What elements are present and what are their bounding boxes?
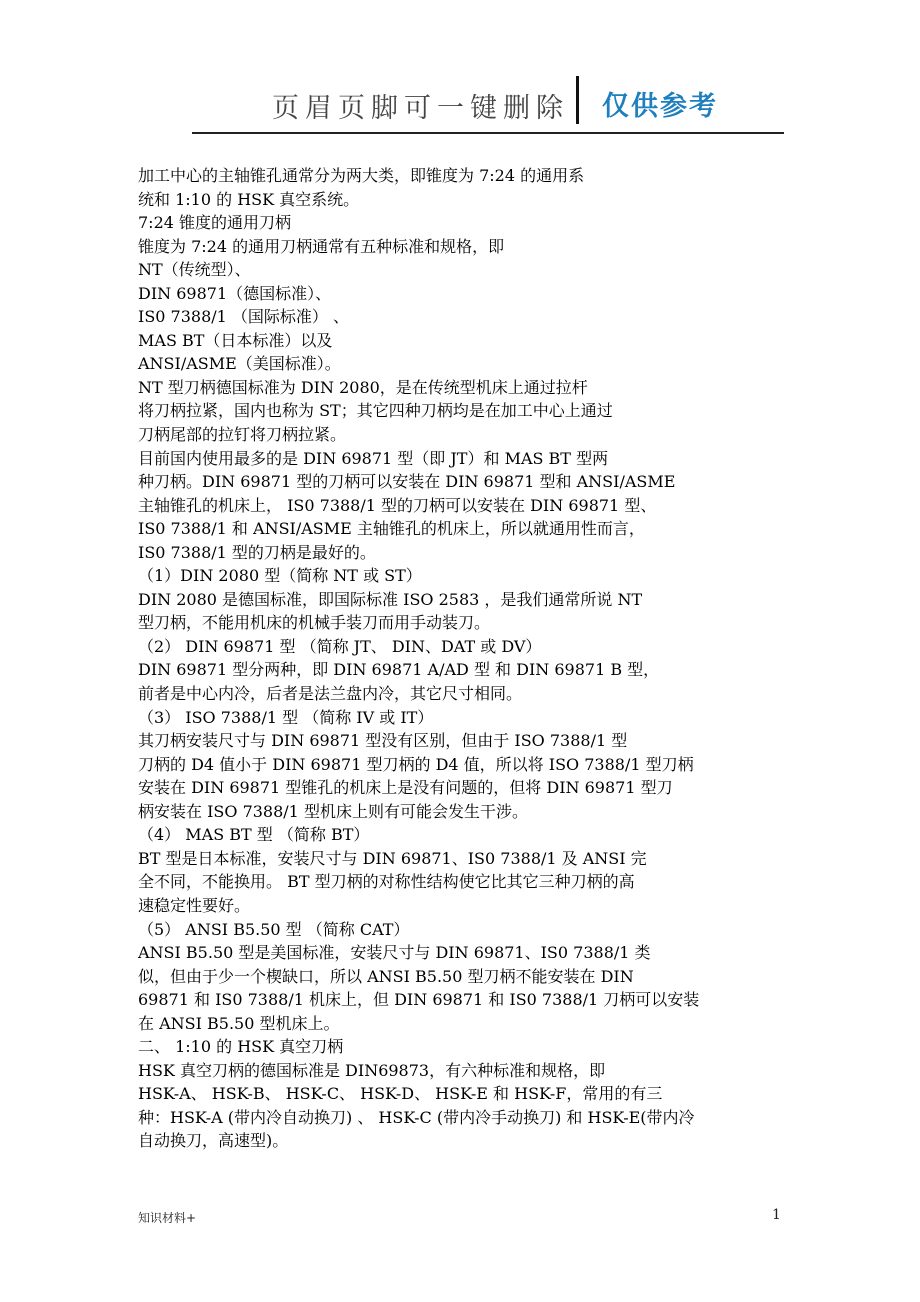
text-line: 种刀柄。DIN 69871 型的刀柄可以安装在 DIN 69871 型和 ANSI/ASME (138, 472, 676, 492)
text-line: 自动换刀，高速型)。 (138, 1131, 289, 1151)
text-line: （4） MAS BT 型 （简称 BT） (138, 825, 370, 845)
text-line: DIN 2080 是德国标准，即国际标准 ISO 2583 ，是我们通常所说 NT (138, 589, 643, 609)
text-line: 69871 和 IS0 7388/1 机床上，但 DIN 69871 和 IS0 7388/1 刀柄可以安装 (138, 990, 700, 1010)
text-line: DIN 69871（德国标准）、 (138, 283, 332, 303)
text-line: ANSI/ASME（美国标准）。 (138, 354, 341, 374)
text-line: BT 型是日本标准，安装尺寸与 DIN 69871、IS0 7388/1 及 ANSI 完 (138, 848, 647, 868)
text-line: 型刀柄，不能用机床的机械手装刀而用手动装刀。 (138, 613, 491, 633)
text-line: IS0 7388/1 型的刀柄是最好的。 (138, 542, 376, 562)
text-line: 安装在 DIN 69871 型锥孔的机床上是没有问题的，但将 DIN 69871 型刀 (138, 778, 673, 798)
text-line: 统和 1:10 的 HSK 真空系统。 (138, 189, 360, 209)
text-line: 柄安装在 ISO 7388/1 型机床上则有可能会发生干涉。 (138, 801, 528, 821)
text-line: NT 型刀柄德国标准为 DIN 2080，是在传统型机床上通过拉杆 (138, 377, 588, 397)
text-line: 二、 1:10 的 HSK 真空刀柄 (138, 1037, 344, 1057)
text-line: IS0 7388/1 （国际标准） 、 (138, 307, 350, 327)
text-line: ANSI B5.50 型是美国标准，安装尺寸与 DIN 69871、IS0 7388/1 类 (138, 943, 651, 963)
header-reference-label: 仅供参考 (602, 91, 718, 122)
text-line: 种：HSK-A (带内冷自动换刀) 、 HSK-C (带内冷手动换刀) 和 HSK-E(带内冷 (138, 1107, 695, 1127)
text-line: 全不同，不能换用。 BT 型刀柄的对称性结构使它比其它三种刀柄的高 (138, 872, 635, 892)
text-line: 在 ANSI B5.50 型机床上。 (138, 1013, 340, 1033)
text-line: （2） DIN 69871 型 （简称 JT、 DIN、DAT 或 DV） (138, 636, 542, 656)
text-line: 前者是中心内冷，后者是法兰盘内冷，其它尺寸相同。 (138, 684, 523, 704)
text-line: DIN 69871 型分两种，即 DIN 69871 A/AD 型 和 DIN 69871 B 型， (138, 660, 660, 680)
header-divider (576, 76, 579, 124)
text-line: 似，但由于少一个楔缺口，所以 ANSI B5.50 型刀柄不能安装在 DIN (138, 966, 634, 986)
text-line: 将刀柄拉紧，国内也称为 ST；其它四种刀柄均是在加工中心上通过 (138, 401, 613, 421)
text-line: NT（传统型）、 (138, 260, 251, 280)
header-rule (192, 132, 784, 134)
text-line: MAS BT（日本标准）以及 (138, 330, 333, 350)
header-editable-notice: 页眉页脚可一键删除 (272, 93, 569, 124)
document-body (138, 164, 788, 1153)
text-line: 主轴锥孔的机床上， IS0 7388/1 型的刀柄可以安装在 DIN 69871 型、 (138, 495, 657, 515)
text-line: 速稳定性要好。 (138, 895, 251, 915)
text-line: HSK 真空刀柄的德国标准是 DIN69873，有六种标准和规格，即 (138, 1060, 606, 1080)
text-line: （3） ISO 7388/1 型 （简称 IV 或 IT） (138, 707, 434, 727)
text-line: 刀柄尾部的拉钉将刀柄拉紧。 (138, 425, 347, 445)
text-line: HSK-A、 HSK-B、 HSK-C、 HSK-D、 HSK-E 和 HSK-F，常用的有三 (138, 1084, 663, 1104)
text-line: 加工中心的主轴锥孔通常分为两大类，即锥度为 7:24 的通用系 (138, 166, 585, 185)
page-header (192, 76, 784, 138)
text-line: 目前国内使用最多的是 DIN 69871 型（即 JT）和 MAS BT 型两 (138, 448, 609, 468)
text-line: 锥度为 7:24 的通用刀柄通常有五种标准和规格，即 (138, 236, 505, 256)
page-number: 1 (772, 1207, 781, 1223)
text-line: （5） ANSI B5.50 型 （简称 CAT） (138, 919, 410, 939)
text-line: 其刀柄安装尺寸与 DIN 69871 型没有区别，但由于 ISO 7388/1 型 (138, 731, 628, 751)
text-line: （1）DIN 2080 型（简称 NT 或 ST） (138, 566, 422, 586)
text-line: 7:24 锥度的通用刀柄 (138, 213, 292, 233)
text-line: 刀柄的 D4 值小于 DIN 69871 型刀柄的 D4 值，所以将 ISO 7388/1 型刀柄 (138, 754, 694, 774)
footer-label: 知识材料+ (138, 1211, 197, 1225)
text-line: IS0 7388/1 和 ANSI/ASME 主轴锥孔的机床上，所以就通用性而言， (138, 519, 645, 539)
